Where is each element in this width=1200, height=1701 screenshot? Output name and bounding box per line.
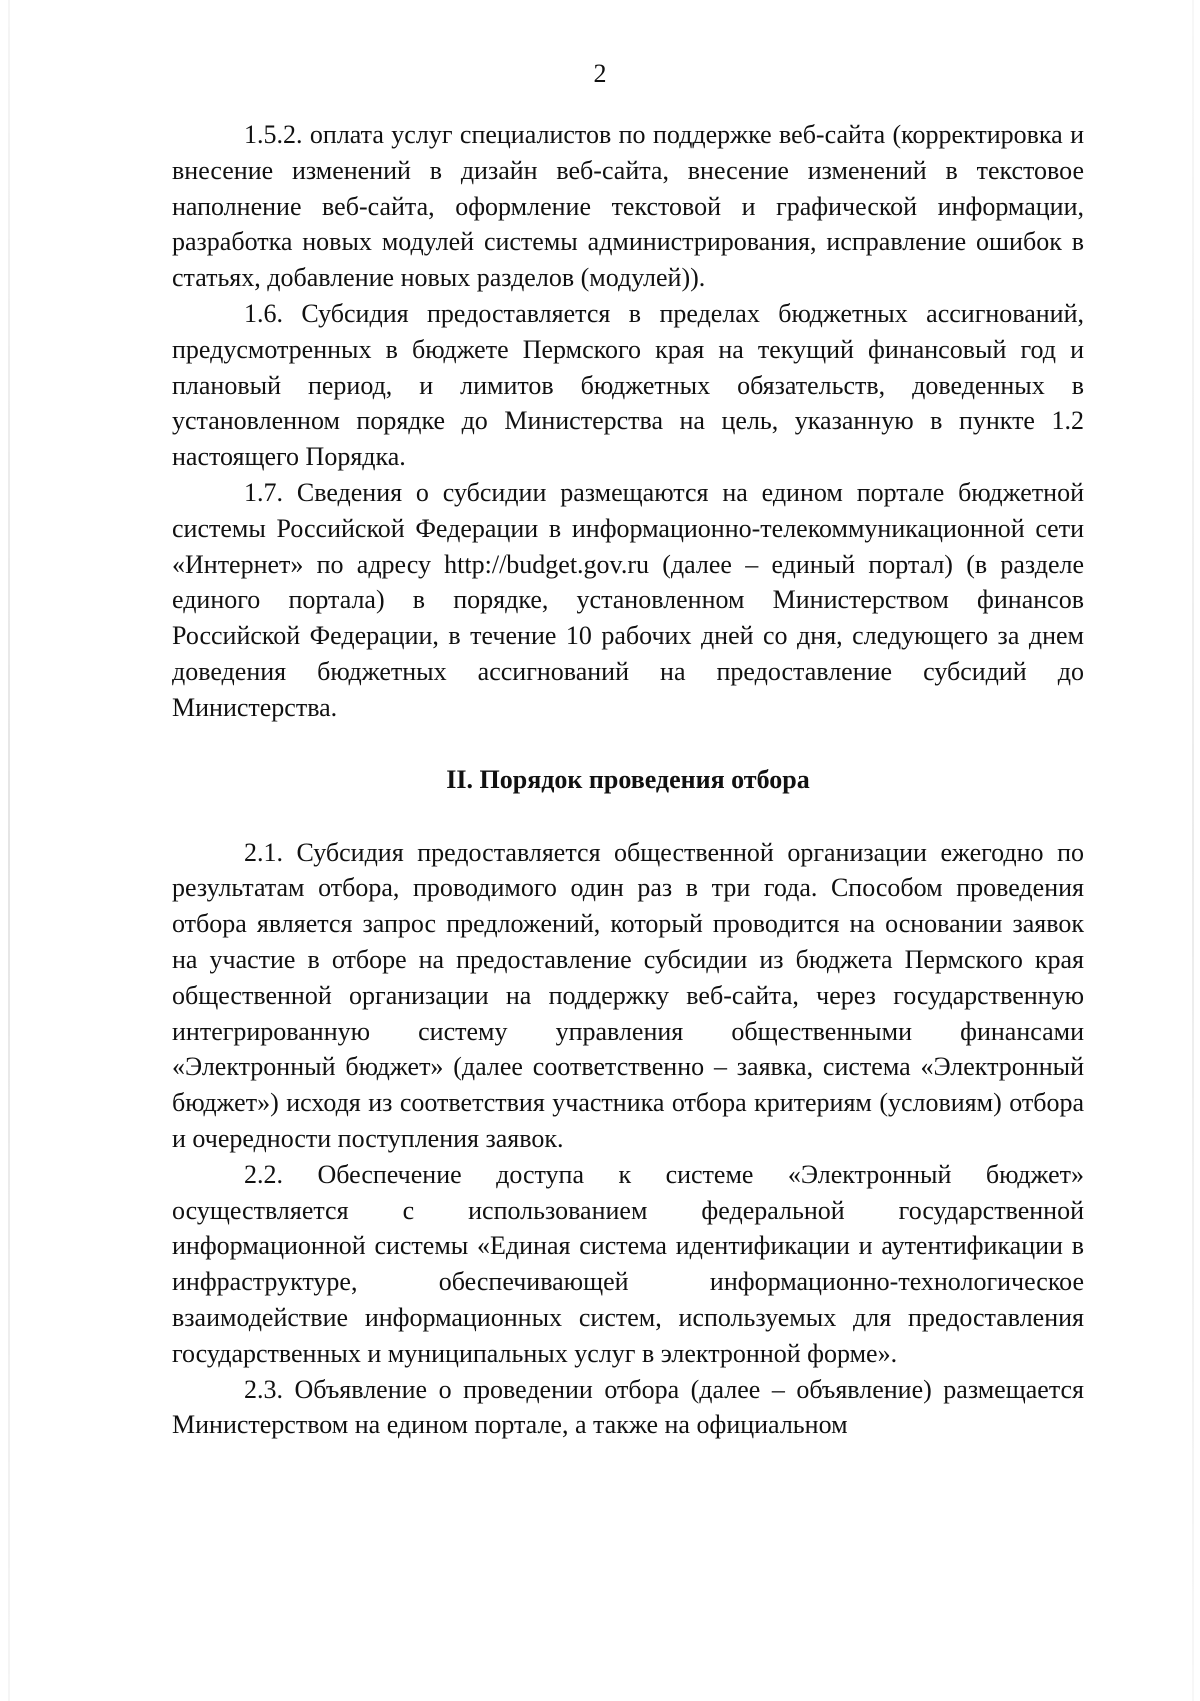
paragraph-2-1: 2.1. Субсидия предоставляется общественной организации ежегодно по результатам отбора, проводимого один раз в три года. Способом проведения отбора является запрос предложений, который проводится на основании заявок на участие в отборе на предоставление субсидии из бюджета Пермского края общественной организации на поддержку веб-сайта, через государственную интегрированную систему управления общественными финансами «Электронный бюджет» (далее соответственно – заявка, система «Электронный бюджет») исходя из соответствия участника отбора критериям (условиям) отбора и очередности поступления заявок. (172, 837, 1084, 1153)
paragraph-1-7: 1.7. Сведения о субсидии размещаются на едином портале бюджетной системы Российской Федерации в информационно-телекоммуникационной сети «Интернет» по адресу http://budget.gov.ru (далее – единый портал) (в разделе единого портала) в порядке, установленном Министерством финансов Российской Федерации, в течение 10 рабочих дней со дня, следующего за днем доведения бюджетных ассигнований на предоставление субсидий до Министерства. (172, 477, 1084, 722)
page-number: 2 (593, 59, 607, 88)
paragraph-2-2: 2.2. Обеспечение доступа к системе «Электронный бюджет» осуществляется с использованием федеральной государственной информационной системы «Единая система идентификации и аутентификации в инфраструктуре, обеспечивающей информационно-технологическое взаимодействие информационных систем, используемых для предоставления государственных и муниципальных услуг в электронной форме». (172, 1159, 1084, 1368)
document-body (172, 117, 1084, 1443)
paragraph-2-3: 2.3. Объявление о проведении отбора (далее – объявление) размещается Министерством на едином портале, а также на официальном (172, 1374, 1084, 1440)
paragraph-1-6: 1.6. Субсидия предоставляется в пределах бюджетных ассигнований, предусмотренных в бюджете Пермского края на текущий финансовый год и плановый период, и лимитов бюджетных обязательств, доведенных в установленном порядке до Министерства на цель, указанную в пункте 1.2 настоящего Порядка. (172, 298, 1084, 472)
scan-edge-right (1192, 0, 1194, 1701)
section-heading: II. Порядок проведения отбора (446, 764, 810, 794)
paragraph-1-5-2: 1.5.2. оплата услуг специалистов по поддержке веб-сайта (корректировка и внесение изменений в дизайн веб-сайта, внесение изменений в текстовое наполнение веб-сайта, оформление текстовой и графической информации, разработка новых модулей системы администрирования, исправление ошибок в статьях, добавление новых разделов (модулей)). (172, 120, 1084, 293)
scan-edge-left (8, 0, 10, 1701)
